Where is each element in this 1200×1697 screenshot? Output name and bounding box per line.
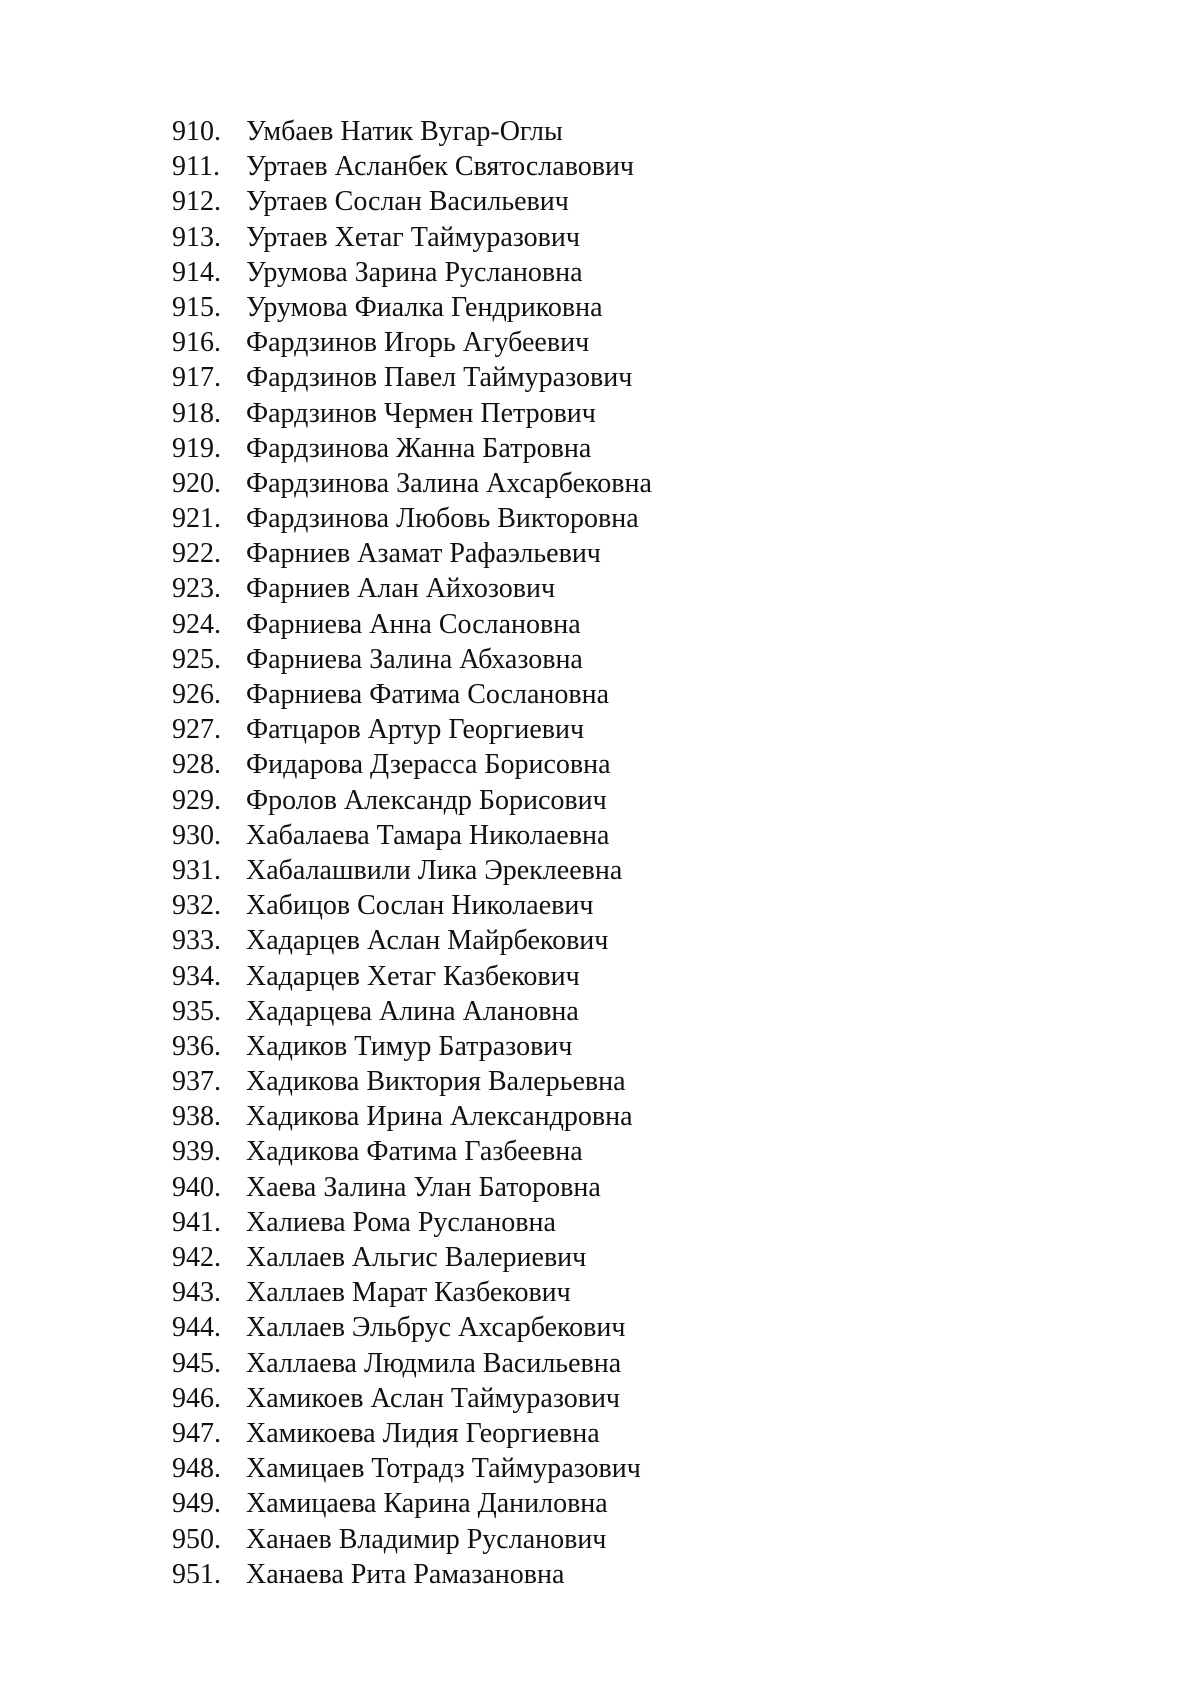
entry-number: 923. <box>172 573 221 605</box>
list-item <box>172 853 652 888</box>
entry-number: 913. <box>172 221 221 253</box>
list-item <box>172 396 652 431</box>
list-item <box>172 536 652 571</box>
list-item <box>172 747 652 782</box>
list-item <box>172 1486 652 1521</box>
list-item <box>172 1557 652 1592</box>
entry-number: 931. <box>172 854 221 886</box>
entry-number: 925. <box>172 643 221 675</box>
entry-name: Фролов Александр Борисович <box>246 784 607 816</box>
entry-number: 914. <box>172 256 221 288</box>
entry-name: Фарниева Залина Абхазовна <box>246 643 583 675</box>
entry-number: 944. <box>172 1312 221 1344</box>
list-item <box>172 1275 652 1310</box>
entry-number: 934. <box>172 960 221 992</box>
entry-number: 939. <box>172 1136 221 1168</box>
entry-number: 949. <box>172 1488 221 1520</box>
entry-number: 945. <box>172 1347 221 1379</box>
entry-name: Урумова Фиалка Гендриковна <box>246 291 603 323</box>
entry-name: Ханаев Владимир Русланович <box>246 1523 607 1555</box>
entry-name: Фардзинов Павел Таймуразович <box>246 362 633 394</box>
entry-name: Хадарцев Хетаг Казбекович <box>246 960 580 992</box>
entry-name: Фардзинова Любовь Викторовна <box>246 503 639 535</box>
entry-number: 951. <box>172 1558 221 1590</box>
list-item <box>172 255 652 290</box>
entry-name: Халиева Рома Руслановна <box>246 1206 556 1238</box>
list-item <box>172 1205 652 1240</box>
entry-name: Хамикоева Лидия Георгиевна <box>246 1417 600 1449</box>
list-item <box>172 994 652 1029</box>
entry-number: 943. <box>172 1277 221 1309</box>
entry-number: 911. <box>172 151 220 183</box>
list-item <box>172 466 652 501</box>
name-list <box>172 114 652 1592</box>
entry-name: Хамицаева Карина Даниловна <box>246 1488 608 1520</box>
entry-name: Уртаев Сослан Васильевич <box>246 186 569 218</box>
entry-name: Фидарова Дзерасса Борисовна <box>246 749 611 781</box>
list-item <box>172 501 652 536</box>
entry-name: Хабалашвили Лика Эреклеевна <box>246 854 623 886</box>
list-item <box>172 1310 652 1345</box>
entry-number: 926. <box>172 679 221 710</box>
entry-name: Хадарцева Алина Алановна <box>246 995 579 1027</box>
entry-number: 941. <box>172 1206 221 1238</box>
list-item <box>172 571 652 606</box>
list-item <box>172 1381 652 1416</box>
list-item <box>172 923 652 958</box>
entry-number: 938. <box>172 1101 221 1133</box>
entry-number: 950. <box>172 1523 221 1555</box>
entry-name: Фардзинова Жанна Батровна <box>246 432 592 464</box>
list-item <box>172 220 652 255</box>
list-item <box>172 1099 652 1134</box>
list-item <box>172 1346 652 1381</box>
entry-name: Халлаев Альгис Валериевич <box>246 1242 587 1273</box>
entry-number: 912. <box>172 186 221 218</box>
list-item <box>172 607 652 642</box>
entry-name: Фарниева Фатима Сослановна <box>246 679 610 710</box>
entry-name: Фардзинова Залина Ахсарбековна <box>246 467 652 499</box>
entry-name: Хаева Залина Улан Баторовна <box>246 1171 601 1203</box>
entry-name: Фарниев Алан Айхозович <box>246 573 556 605</box>
entry-number: 922. <box>172 538 221 570</box>
entry-name: Хадикова Виктория Валерьевна <box>246 1066 626 1098</box>
entry-number: 920. <box>172 467 221 499</box>
entry-number: 915. <box>172 291 221 323</box>
list-item <box>172 184 652 219</box>
entry-number: 933. <box>172 925 221 957</box>
entry-number: 940. <box>172 1171 221 1203</box>
entry-number: 936. <box>172 1030 221 1062</box>
entry-name: Хадарцев Аслан Майрбекович <box>246 925 609 957</box>
entry-name: Халлаев Марат Казбекович <box>246 1277 571 1309</box>
entry-number: 921. <box>172 503 221 535</box>
entry-name: Хабалаева Тамара Николаевна <box>246 819 610 851</box>
entry-name: Урумова Зарина Руслановна <box>246 256 583 288</box>
entry-name: Фарниев Азамат Рафаэльевич <box>246 538 601 570</box>
list-item <box>172 1029 652 1064</box>
entry-number: 930. <box>172 819 221 851</box>
entry-number: 929. <box>172 784 221 816</box>
entry-number: 918. <box>172 397 221 429</box>
entry-name: Хадикова Фатима Газбеевна <box>246 1136 583 1168</box>
list-item <box>172 325 652 360</box>
list-item <box>172 783 652 818</box>
list-item <box>172 1064 652 1099</box>
list-item <box>172 712 652 747</box>
entry-number: 935. <box>172 995 221 1027</box>
list-item <box>172 360 652 395</box>
list-item <box>172 677 652 712</box>
list-item <box>172 888 652 923</box>
entry-name: Уртаев Асланбек Святославович <box>246 151 635 183</box>
entry-number: 932. <box>172 890 221 922</box>
entry-name: Халлаева Людмила Васильевна <box>246 1347 622 1379</box>
entry-number: 917. <box>172 362 221 394</box>
entry-number: 916. <box>172 327 221 359</box>
list-item <box>172 1451 652 1486</box>
list-item <box>172 1522 652 1557</box>
entry-name: Фарниева Анна Сослановна <box>246 608 581 640</box>
entry-number: 946. <box>172 1382 221 1414</box>
list-item <box>172 149 652 184</box>
entry-name: Ханаева Рита Рамазановна <box>246 1558 565 1590</box>
entry-number: 924. <box>172 608 221 640</box>
entry-name: Хадиков Тимур Батразович <box>246 1030 573 1062</box>
entry-number: 948. <box>172 1453 221 1485</box>
entry-name: Хамикоев Аслан Таймуразович <box>246 1382 621 1414</box>
list-item <box>172 642 652 677</box>
entry-name: Халлаев Эльбрус Ахсарбекович <box>246 1312 626 1344</box>
entry-number: 942. <box>172 1242 221 1273</box>
list-item <box>172 959 652 994</box>
list-item <box>172 1416 652 1451</box>
entry-number: 928. <box>172 749 221 781</box>
list-item <box>172 431 652 466</box>
entry-name: Хадикова Ирина Александровна <box>246 1101 633 1133</box>
list-item <box>172 114 652 149</box>
entry-number: 919. <box>172 432 221 464</box>
entry-name: Хабицов Сослан Николаевич <box>246 890 594 922</box>
entry-number: 947. <box>172 1417 221 1449</box>
entry-number: 927. <box>172 714 221 746</box>
list-item <box>172 1134 652 1169</box>
entry-number: 910. <box>172 116 221 147</box>
entry-number: 937. <box>172 1066 221 1098</box>
list-item <box>172 290 652 325</box>
entry-name: Хамицаев Тотрадз Таймуразович <box>246 1453 641 1485</box>
list-item <box>172 1240 652 1275</box>
entry-name: Фардзинов Игорь Агубеевич <box>246 327 590 359</box>
entry-name: Умбаев Натик Вугар-Оглы <box>246 116 563 147</box>
entry-name: Фатцаров Артур Георгиевич <box>246 714 585 746</box>
list-item <box>172 818 652 853</box>
entry-name: Уртаев Хетаг Таймуразович <box>246 221 580 253</box>
entry-name: Фардзинов Чермен Петрович <box>246 397 596 429</box>
list-item <box>172 1170 652 1205</box>
